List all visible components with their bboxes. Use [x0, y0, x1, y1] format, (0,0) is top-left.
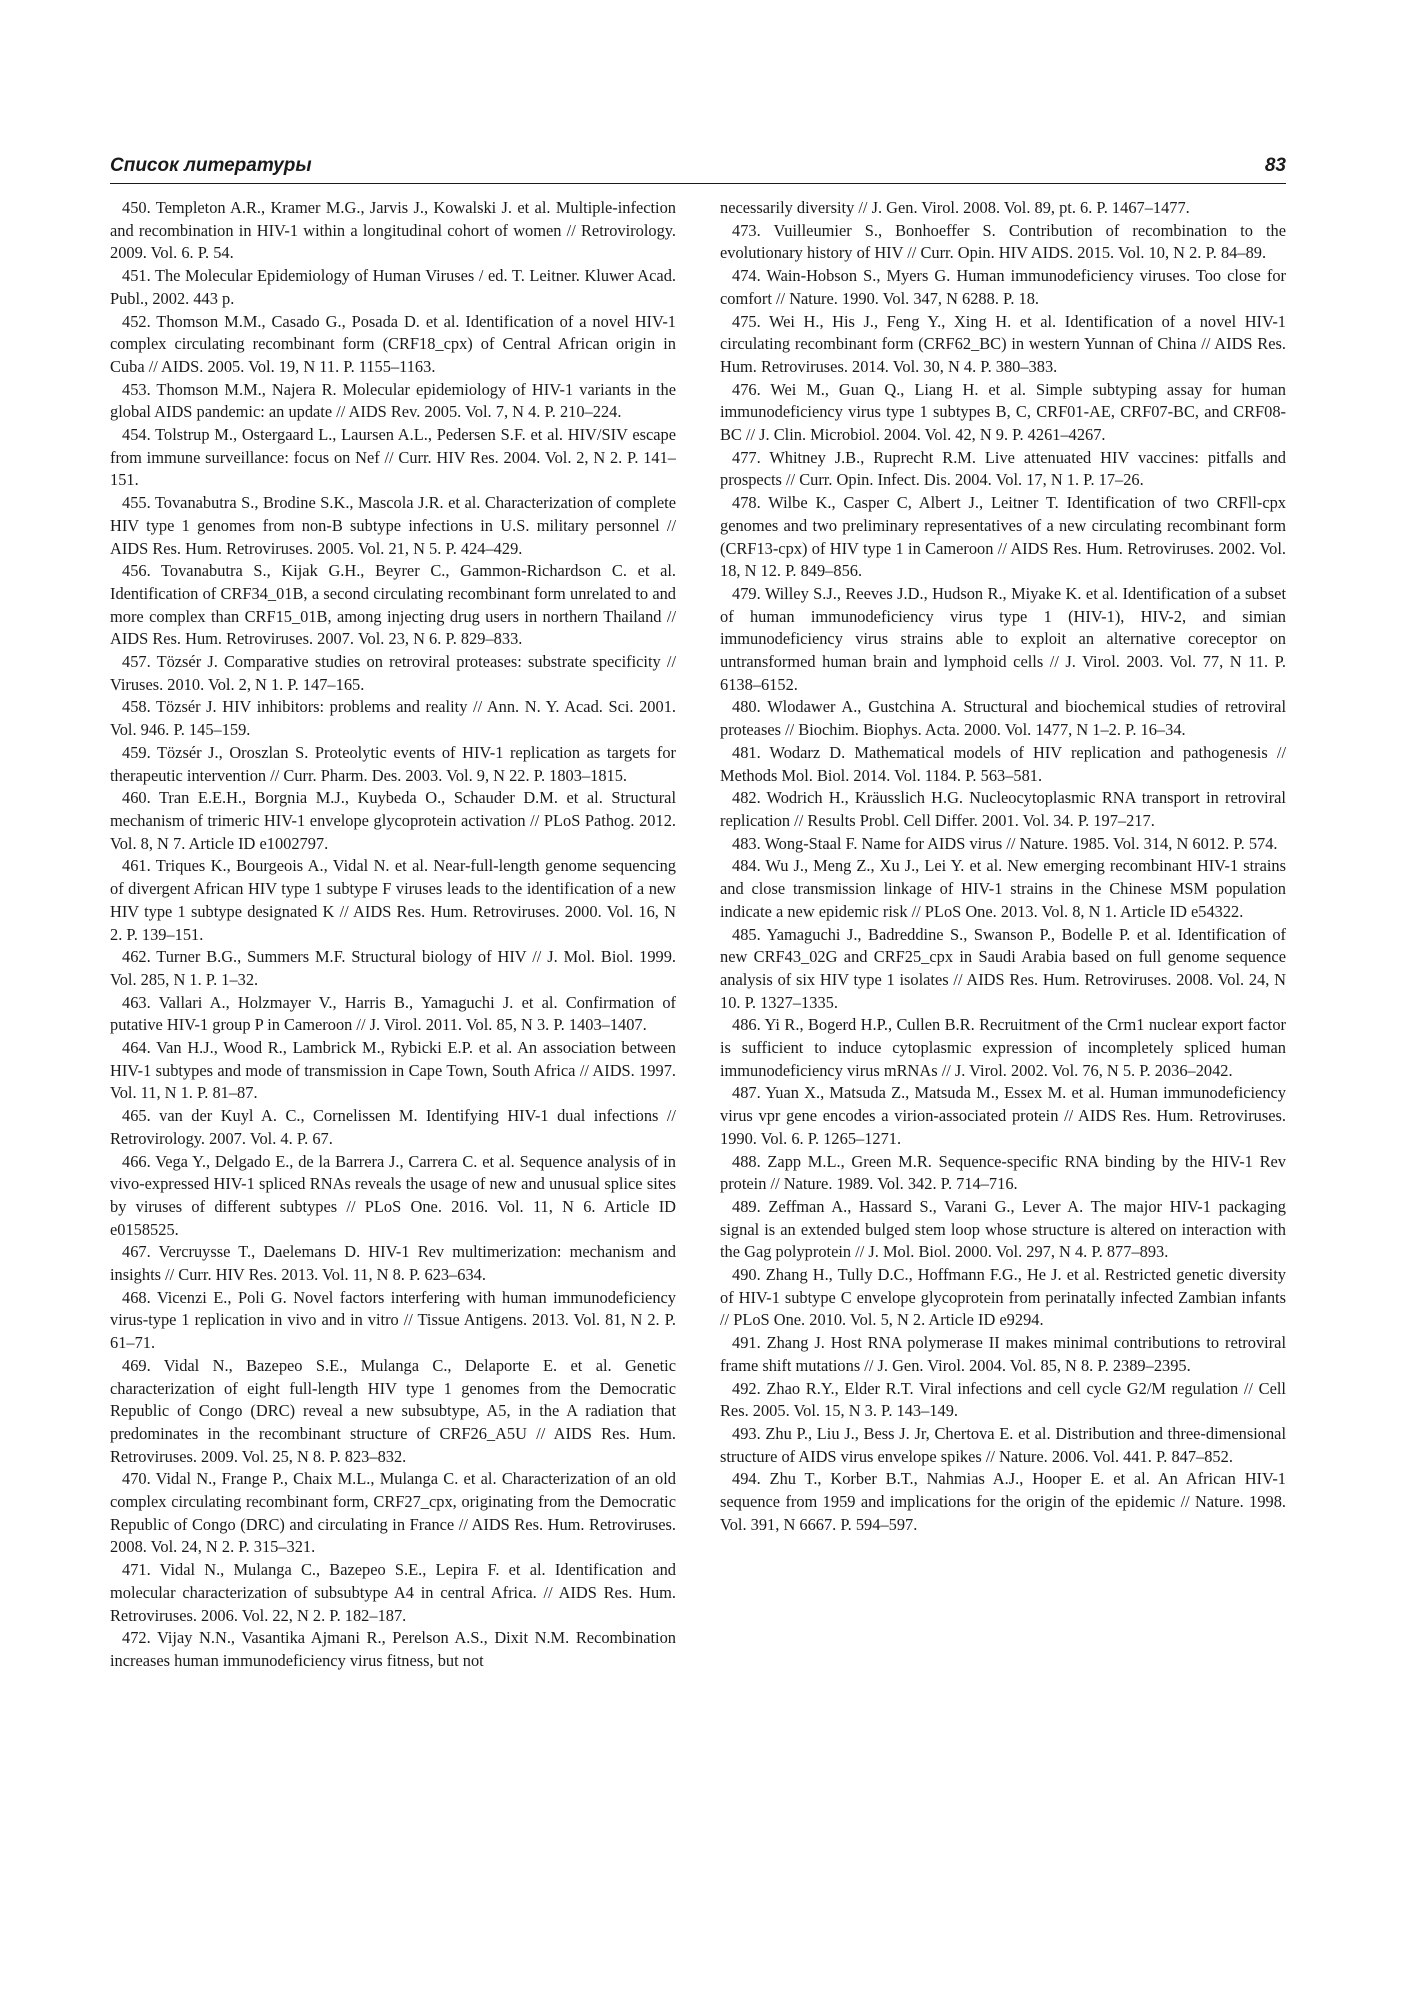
reference-item: 476. Wei M., Guan Q., Liang H. et al. Simple subtyping assay for human immunodeficiency virus type 1 subtypes B, C, CRF01-AE, CRF07-BC, and CRF08-BC // J. Clin. Microbiol. 2004. Vol. 42, N 9. P. 4261–4267.	[720, 379, 1286, 445]
reference-item: 464. Van H.J., Wood R., Lambrick M., Rybicki E.P. et al. An association between HIV-1 subtypes and mode of transmission in Cape Town, South Africa // AIDS. 1997. Vol. 11, N 1. P. 81–87.	[110, 1038, 676, 1103]
reference-item: 471. Vidal N., Mulanga C., Bazepeo S.E., Lepira F. et al. Identification and molecular characterization of subsubtype A4 in central Africa. // AIDS Res. Hum. Retroviruses. 2006. Vol. 22, N 2. P. 182–187.	[110, 1560, 676, 1625]
reference-item: 462. Turner B.G., Summers M.F. Structural biology of HIV // J. Mol. Biol. 1999. Vol. 285, N 1. P. 1–32.	[110, 947, 676, 989]
reference-item: 460. Tran E.E.H., Borgnia M.J., Kuybeda O., Schauder D.M. et al. Structural mechanism of trimeric HIV-1 envelope glycoprotein activation // PLoS Pathog. 2012. Vol. 8, N 7. Article ID e1002797.	[110, 788, 676, 853]
reference-item: 490. Zhang H., Tully D.C., Hoffmann F.G., He J. et al. Restricted genetic diversity of HIV-1 subtype C envelope glycoprotein from perinatally infected Zambian infants // PLoS One. 2010. Vol. 5, N 2. Article ID e9294.	[720, 1265, 1286, 1330]
reference-item: 458. Tözsér J. HIV inhibitors: problems and reality // Ann. N. Y. Acad. Sci. 2001. Vol. 946. P. 145–159.	[110, 697, 676, 740]
right-column	[720, 197, 1286, 1877]
reference-item: 459. Tözsér J., Oroszlan S. Proteolytic events of HIV-1 replication as targets for therapeutic intervention // Curr. Pharm. Des. 2003. Vol. 9, N 22. P. 1803–1815.	[110, 742, 676, 785]
reference-item: 470. Vidal N., Frange P., Chaix M.L., Mulanga C. et al. Characterization of an old complex circulating recombinant form, CRF27_cpx, originating from the Democratic Republic of Congo (DRC) and circulating in France // AIDS Res. Hum. Retroviruses. 2008. Vol. 24, N 2. P. 315–321.	[110, 1469, 676, 1557]
section-title: Список литературы	[110, 155, 312, 176]
reference-item: 475. Wei H., His J., Feng Y., Xing H. et al. Identification of a novel HIV-1 circulating recombinant form (CRF62_BC) in western Yunnan of China // AIDS Res. Hum. Retroviruses. 2014. Vol. 30, N 4. P. 380–383.	[720, 311, 1286, 376]
reference-item: 483. Wong-Staal F. Name for AIDS virus // Nature. 1985. Vol. 314, N 6012. P. 574.	[732, 833, 1278, 853]
reference-item: 454. Tolstrup M., Ostergaard L., Laursen A.L., Pedersen S.F. et al. HIV/SIV escape from immune surveillance: focus on Nef // Curr. HIV Res. 2004. Vol. 2, N 2. P. 141–151.	[110, 425, 676, 490]
reference-item: 466. Vega Y., Delgado E., de la Barrera J., Carrera C. et al. Sequence analysis of in vivo-expressed HIV-1 spliced RNAs reveals the usage of new and unusual splice sites by viruses of different subtypes // PLoS One. 2016. Vol. 11, N 6. Article ID e0158525.	[110, 1151, 676, 1239]
reference-item: 468. Vicenzi E., Poli G. Novel factors interfering with human immunodeficiency virus-type 1 replication in vivo and in vitro // Tissue Antigens. 2013. Vol. 81, N 2. P. 61–71.	[110, 1287, 676, 1353]
reference-item: 491. Zhang J. Host RNA polymerase II makes minimal contributions to retroviral frame shift mutations // J. Gen. Virol. 2004. Vol. 85, N 8. P. 2389–2395.	[720, 1333, 1286, 1375]
reference-item: 487. Yuan X., Matsuda Z., Matsuda M., Essex M. et al. Human immunodeficiency virus vpr gene encodes a virion-associated protein // AIDS Res. Hum. Retroviruses. 1990. Vol. 6. P. 1265–1271.	[720, 1083, 1286, 1148]
reference-item: 452. Thomson M.M., Casado G., Posada D. et al. Identification of a novel HIV-1 complex circulating recombinant form (CRF18_cpx) of Central African origin in Cuba // AIDS. 2005. Vol. 19, N 11. P. 1155–1163.	[110, 311, 676, 376]
reference-item: 489. Zeffman A., Hassard S., Varani G., Lever A. The major HIV-1 packaging signal is an extended bulged stem loop whose structure is altered on interaction with the Gag polyprotein // J. Mol. Biol. 2000. Vol. 297, N 4. P. 877–893.	[720, 1196, 1286, 1262]
reference-item: 455. Tovanabutra S., Brodine S.K., Mascola J.R. et al. Characterization of complete HIV type 1 genomes from non-B subtype infections in U.S. military personnel // AIDS Res. Hum. Retroviruses. 2005. Vol. 21, N 5. P. 424–429.	[110, 493, 676, 558]
reference-item: 472. Vijay N.N., Vasantika Ajmani R., Perelson A.S., Dixit N.M. Recombination increases human immunodeficiency virus fitness, but not	[110, 1628, 676, 1670]
reference-item: 479. Willey S.J., Reeves J.D., Hudson R., Miyake K. et al. Identification of a subset of human immunodeficiency virus type 1 (HIV-1), HIV-2, and simian immunodeficiency virus strains able to exploit an alternative coreceptor on untransformed human brain and lymphoid cells // J. Virol. 2003. Vol. 77, N 11. P. 6138–6152.	[720, 583, 1286, 694]
reference-item: 481. Wodarz D. Mathematical models of HIV replication and pathogenesis // Methods Mol. Biol. 2014. Vol. 1184. P. 563–581.	[720, 742, 1286, 785]
reference-item: 478. Wilbe K., Casper C, Albert J., Leitner T. Identification of two CRFll-cpx genomes and two preliminary representatives of a new circulating recombinant form (CRF13-cpx) of HIV type 1 in Cameroon // AIDS Res. Hum. Retroviruses. 2002. Vol. 18, N 12. P. 849–856.	[720, 493, 1286, 581]
reference-item: 451. The Molecular Epidemiology of Human Viruses / ed. T. Leitner. Kluwer Acad. Publ., 2002. 443 p.	[110, 266, 676, 308]
reference-item: 492. Zhao R.Y., Elder R.T. Viral infections and cell cycle G2/M regulation // Cell Res. 2005. Vol. 15, N 3. P. 143–149.	[720, 1378, 1286, 1421]
reference-item: 469. Vidal N., Bazepeo S.E., Mulanga C., Delaporte E. et al. Genetic characterization of eight full-length HIV type 1 genomes from the Democratic Republic of Congo (DRC) reveal a new subsubtype, A5, in the A radiation that predominates in the recombinant structure of CRF26_A5U // AIDS Res. Hum. Retroviruses. 2009. Vol. 25, N 8. P. 823–832.	[110, 1355, 676, 1466]
left-column	[110, 197, 676, 1877]
reference-item: 467. Vercruysse T., Daelemans D. HIV-1 Rev multimerization: mechanism and insights // Curr. HIV Res. 2013. Vol. 11, N 8. P. 623–634.	[110, 1242, 676, 1285]
reference-continuation: necessarily diversity // J. Gen. Virol. 2008. Vol. 89, pt. 6. P. 1467–1477.	[720, 198, 1190, 217]
reference-item: 477. Whitney J.B., Ruprecht R.M. Live attenuated HIV vaccines: pitfalls and prospects // Curr. Opin. Infect. Dis. 2004. Vol. 17, N 1. P. 17–26.	[720, 447, 1286, 490]
page-number: 83	[1264, 155, 1286, 176]
reference-item: 453. Thomson M.M., Najera R. Molecular epidemiology of HIV-1 variants in the global AIDS pandemic: an update // AIDS Rev. 2005. Vol. 7, N 4. P. 210–224.	[110, 379, 676, 422]
reference-item: 474. Wain-Hobson S., Myers G. Human immunodeficiency viruses. Too close for comfort // Nature. 1990. Vol. 347, N 6288. P. 18.	[720, 266, 1286, 308]
reference-item: 450. Templeton A.R., Kramer M.G., Jarvis J., Kowalski J. et al. Multiple-infection and recombination in HIV-1 within a longitudinal cohort of women // Retrovirology. 2009. Vol. 6. P. 54.	[110, 198, 676, 263]
running-header	[110, 153, 1286, 184]
reference-item: 465. van der Kuyl A. C., Cornelissen M. Identifying HIV-1 dual infections // Retrovirology. 2007. Vol. 4. P. 67.	[110, 1106, 676, 1148]
reference-item: 463. Vallari A., Holzmayer V., Harris B., Yamaguchi J. et al. Confirmation of putative HIV-1 group P in Cameroon // J. Virol. 2011. Vol. 85, N 3. P. 1403–1407.	[110, 992, 676, 1035]
reference-item: 488. Zapp M.L., Green M.R. Sequence-specific RNA binding by the HIV-1 Rev protein // Nature. 1989. Vol. 342. P. 714–716.	[720, 1151, 1286, 1194]
reference-item: 456. Tovanabutra S., Kijak G.H., Beyrer C., Gammon-Richardson C. et al. Identification of CRF34_01B, a second circulating recombinant form unrelated to and more complex than CRF15_01B, among injecting drug users in northern Thailand // AIDS Res. Hum. Retroviruses. 2007. Vol. 23, N 6. P. 829–833.	[110, 561, 676, 649]
reference-item: 461. Triques K., Bourgeois A., Vidal N. et al. Near-full-length genome sequencing of divergent African HIV type 1 subtype F viruses leads to the identification of a new HIV type 1 subtype designated K // AIDS Res. Hum. Retroviruses. 2000. Vol. 16, N 2. P. 139–151.	[110, 856, 676, 944]
reference-item: 480. Wlodawer A., Gustchina A. Structural and biochemical studies of retroviral proteases // Biochim. Biophys. Acta. 2000. Vol. 1477, N 1–2. P. 16–34.	[720, 697, 1286, 740]
reference-item: 486. Yi R., Bogerd H.P., Cullen B.R. Recruitment of the Crm1 nuclear export factor is sufficient to induce cytoplasmic expression of incompletely spliced human immunodeficiency virus mRNAs // J. Virol. 2002. Vol. 76, N 5. P. 2036–2042.	[720, 1015, 1286, 1080]
reference-item: 457. Tözsér J. Comparative studies on retroviral proteases: substrate specificity // Viruses. 2010. Vol. 2, N 1. P. 147–165.	[110, 652, 676, 694]
reference-item: 485. Yamaguchi J., Badreddine S., Swanson P., Bodelle P. et al. Identification of new CRF43_02G and CRF25_cpx in Saudi Arabia based on full genome sequence analysis of six HIV type 1 isolates // AIDS Res. Hum. Retroviruses. 2008. Vol. 24, N 10. P. 1327–1335.	[720, 924, 1286, 1012]
reference-item: 494. Zhu T., Korber B.T., Nahmias A.J., Hooper E. et al. An African HIV-1 sequence from 1959 and implications for the origin of the epidemic // Nature. 1998. Vol. 391, N 6667. P. 594–597.	[720, 1469, 1286, 1534]
reference-item: 484. Wu J., Meng Z., Xu J., Lei Y. et al. New emerging recombinant HIV-1 strains and close transmission linkage of HIV-1 strains in the Chinese MSM population indicate a new epidemic risk // PLoS One. 2013. Vol. 8, N 1. Article ID e54322.	[720, 856, 1286, 921]
reference-item: 473. Vuilleumier S., Bonhoeffer S. Contribution of recombination to the evolutionary history of HIV // Curr. Opin. HIV AIDS. 2015. Vol. 10, N 2. P. 84–89.	[720, 220, 1286, 263]
reference-item: 482. Wodrich H., Kräusslich H.G. Nucleocytoplasmic RNA transport in retroviral replication // Results Probl. Cell Differ. 2001. Vol. 34. P. 197–217.	[720, 788, 1286, 830]
reference-item: 493. Zhu P., Liu J., Bess J. Jr, Chertova E. et al. Distribution and three-dimensional structure of AIDS virus envelope spikes // Nature. 2006. Vol. 441. P. 847–852.	[720, 1423, 1286, 1466]
